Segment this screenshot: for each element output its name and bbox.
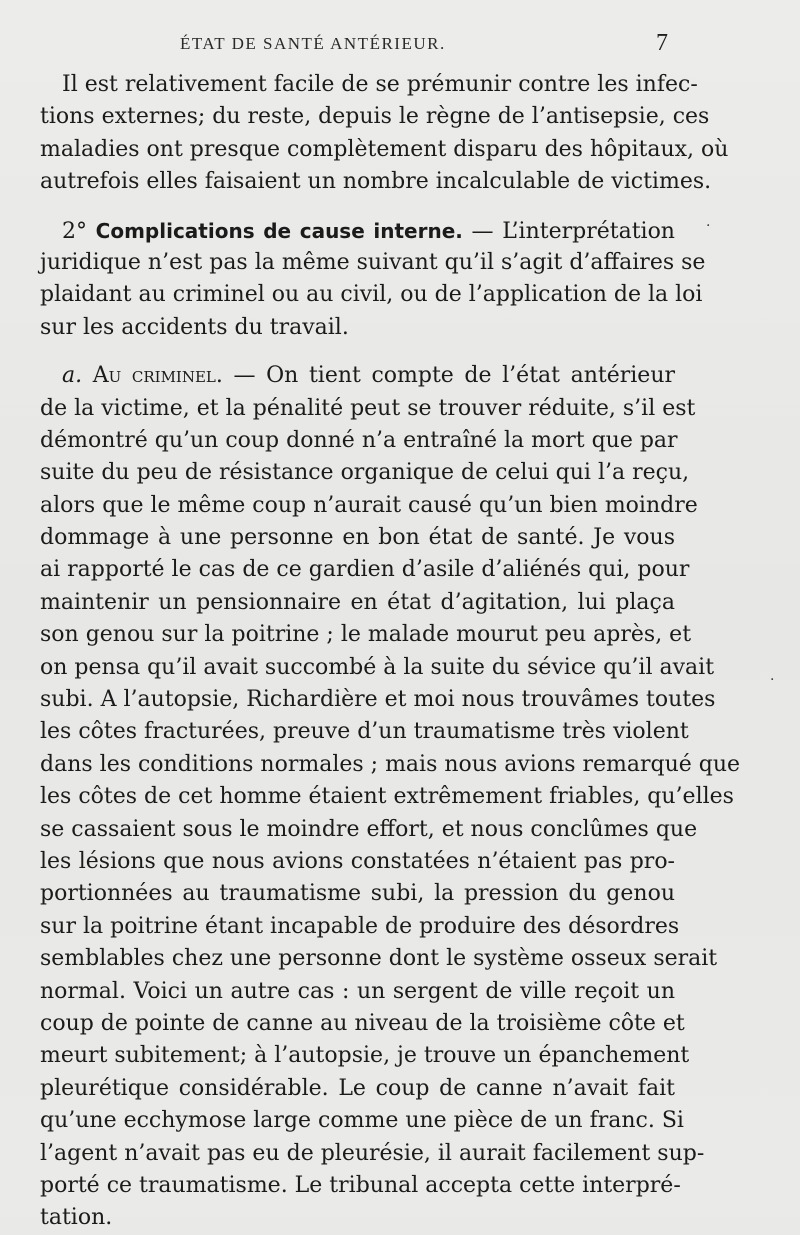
text-line: maladies ont presque complètement disparu des hôpitaux, où [40,136,729,162]
text-line: l’agent n’avait pas eu de pleurésie, il aurait facilement sup- [40,1140,705,1166]
subsection-letter: a. [62,363,83,389]
text-line: porté ce traumatisme. Le tribunal accepta cette interpré- [40,1172,681,1198]
text-line: meurt subitement; à l’autopsie, je trouve un épanchement [40,1043,690,1069]
page-number: 7 [656,30,668,56]
text-line: autrefois elles faisaient un nombre incalculable de victimes. [40,169,712,195]
text-line: pleurétique considérable. Le coup de canne n’avait fait [40,1075,675,1101]
section-number: 2° [62,218,87,244]
paragraph-2 [40,215,706,345]
text-fragment: — On tient compte de l’état antérieur [233,363,676,389]
body-text [40,69,741,1235]
text-line: Il est relativement facile de se prémunir contre les infec- [62,72,698,97]
text-line: son genou sur la poitrine ; le malade mourut peu après, et [40,622,692,648]
text-line [40,360,675,392]
text-line: dommage à une personne en bon état de santé. Je vous [40,525,675,551]
running-title: ÉTAT DE SANTÉ ANTÉRIEUR. [180,34,446,53]
text-line: se cassaient sous le moindre effort, et nous conclûmes que [40,816,698,842]
text-line: subi. A l’autopsie, Richardière et moi nous trouvâmes toutes [40,687,716,713]
text-line: juridique n’est pas la même suivant qu’il s’agit d’affaires se [40,249,706,275]
margin-speck: · [706,218,711,234]
text-line: ai rapporté le cas de ce gardien d’asile d’aliénés qui, pour [40,557,690,583]
text-line: alors que le même coup n’aurait causé qu’un bien moindre [40,492,698,518]
text-line: démontré qu’un coup donné n’a entraîné la mort que par [40,427,678,453]
text-line: on pensa qu’il avait succombé à la suite du sévice qu’il avait [40,654,715,680]
text-line: sur les accidents du travail. [40,314,349,340]
text-line: sur la poitrine étant incapable de produire des désordres [40,913,680,939]
text-line: les lésions que nous avions constatées n’étaient pas pro- [40,848,675,874]
section-heading: Complications de cause interne. [95,218,463,243]
text-line [40,215,675,247]
margin-speck: · [770,672,775,688]
paragraph-1 [40,69,729,199]
text-line: les côtes fracturées, preuve d’un traumatisme très violent [40,719,689,745]
text-line: dans les conditions normales ; mais nous avions remarqué que [40,751,741,777]
text-line: plaidant au criminel ou au civil, ou de l’application de la loi [40,282,703,308]
subsection-heading: Au criminel. [92,363,223,389]
paragraph-3 [40,360,741,1235]
text-line: normal. Voici un autre cas : un sergent de ville reçoit un [40,978,675,1004]
text-line: coup de pointe de canne au niveau de la troisième côte et [40,1010,685,1036]
text-line: qu’une ecchymose large comme une pièce de un franc. Si [40,1108,684,1134]
text-line: semblables chez une personne dont le système osseux serait [40,946,718,972]
text-line: tation. [40,1205,113,1231]
text-line: suite du peu de résistance organique de celui qui l’a reçu, [40,460,690,486]
text-fragment: — L’interprétation [471,218,675,244]
text-line: portionnées au traumatisme subi, la pression du genou [40,881,675,907]
text-line: les côtes de cet homme étaient extrêmement friables, qu’elles [40,784,734,810]
text-line: tions externes; du reste, depuis le règne de l’antisepsie, ces [40,104,710,130]
text-line: maintenir un pensionnaire en état d’agitation, lui plaça [40,589,675,615]
text-line: de la victime, et la pénalité peut se trouver réduite, s’il est [40,395,696,421]
